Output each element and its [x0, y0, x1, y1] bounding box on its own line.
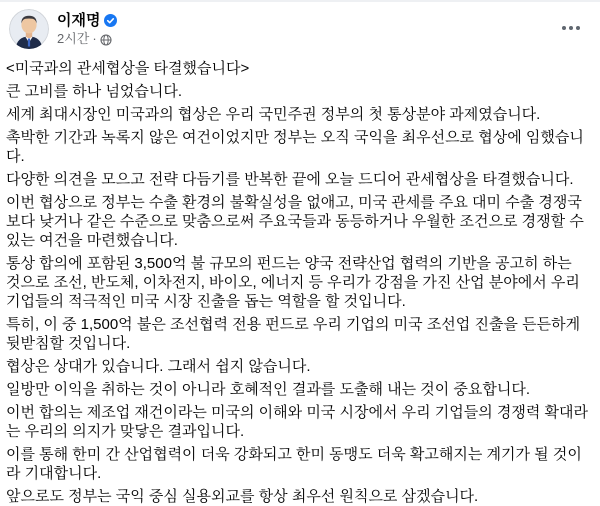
post-paragraph: 이번 협상으로 정부는 수출 환경의 불확실성을 없애고, 미국 관세를 주요 대미 수출 경쟁국보다 낮거나 같은 수준으로 맞춤으로써 주요국들과 동등하거나 우월한 조건으로 경쟁할 수 있는 여건을 마련했습니다.	[6, 194, 584, 249]
post-paragraph: <미국과의 관세협상을 타결했습니다>	[6, 60, 250, 77]
more-options-button[interactable]	[558, 18, 584, 38]
post-paragraph: 다양한 의견을 모으고 전략 다듬기를 반복한 끝에 오늘 드디어 관세협상을 타결했습니다.	[6, 171, 574, 188]
post-header	[0, 2, 600, 49]
author-name[interactable]: 이재명	[57, 12, 101, 29]
verified-badge-icon	[104, 14, 117, 27]
three-dots-icon	[562, 26, 566, 30]
public-globe-icon	[100, 34, 112, 46]
avatar[interactable]	[9, 9, 49, 49]
post-paragraph: 큰 고비를 하나 넘었습니다.	[6, 83, 183, 100]
dot-separator: ·	[92, 31, 97, 46]
post-paragraph: 특히, 이 중 1,500억 불은 조선협력 전용 펀드로 우리 기업의 미국 조선업 진출을 든든하게 뒷받침할 것입니다.	[6, 316, 581, 352]
post-paragraph: 일방만 이익을 취하는 것이 아니라 호혜적인 결과를 도출해 내는 것이 중요합니다.	[6, 381, 531, 398]
post-paragraph: 협상은 상대가 있습니다. 그래서 쉽지 않습니다.	[6, 358, 311, 375]
post-paragraph: 통상 합의에 포함된 3,500억 불 규모의 펀드는 양국 전략산업 협력의 기반을 공고히 하는 것으로 조선, 반도체, 이차전지, 바이오, 에너지 등 우리가 강점을 가진 산업 분야에서 우리 기업들의 적극적인 미국 시장 진출을 돕는 역할을 할 것입니다.	[6, 255, 580, 310]
post-paragraph: 앞으로도 정부는 국익 중심 실용외교를 항상 최우선 원칙으로 삼겠습니다.	[6, 488, 479, 505]
profile-photo-icon	[9, 9, 49, 49]
post-text	[0, 49, 600, 506]
post-paragraph: 세계 최대시장인 미국과의 협상은 우리 국민주권 정부의 첫 통상분야 과제였습니다.	[6, 106, 541, 123]
post-meta-row	[57, 31, 117, 47]
header-text	[57, 9, 117, 49]
post-paragraph: 이를 통해 한미 간 산업협력이 더욱 강화되고 한미 동맹도 더욱 확고해지는 계기가 될 것이라 기대합니다.	[6, 446, 582, 482]
post-paragraph: 이번 합의는 제조업 재건이라는 미국의 이해와 미국 시장에서 우리 기업들의 경쟁력 확대라는 우리의 의지가 맞닿은 결과입니다.	[6, 404, 588, 440]
timestamp-link[interactable]: 2시간	[57, 31, 90, 46]
author-row	[57, 11, 117, 30]
post-paragraph: 촉박한 기간과 녹록지 않은 여건이었지만 정부는 오직 국익을 최우선으로 협상에 임했습니다.	[6, 129, 584, 165]
